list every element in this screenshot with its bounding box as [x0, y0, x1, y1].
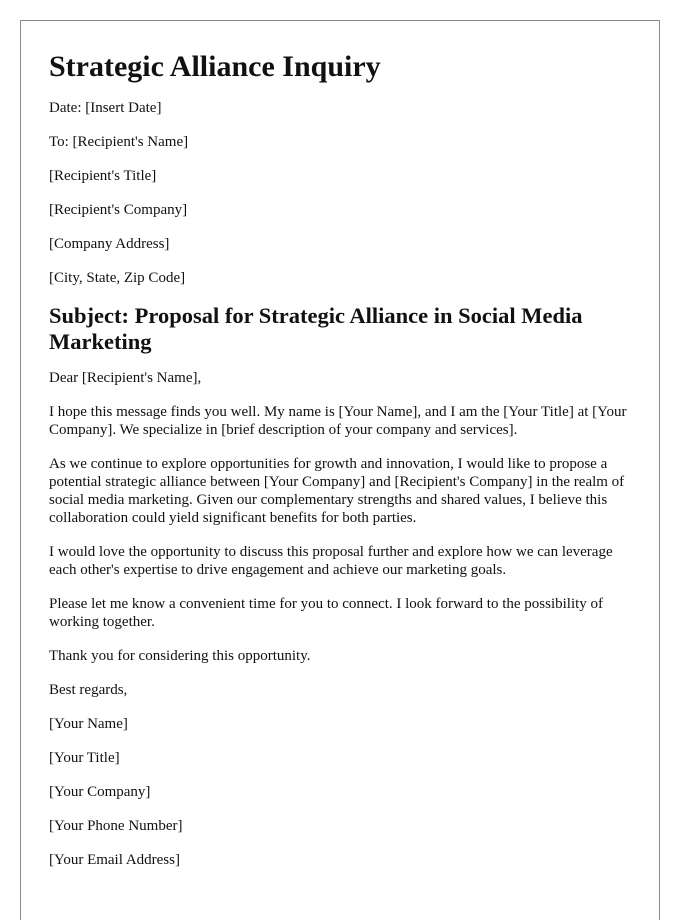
signature-title: [Your Title]: [49, 750, 120, 766]
letter-subject: Subject: Proposal for Strategic Alliance in Social Media Marketing: [49, 303, 583, 354]
body-paragraph: I would love the opportunity to discuss this proposal further and explore how we can leverage each other's expertise to drive engagement and achieve our marketing goals.: [49, 544, 613, 578]
body-paragraph: I hope this message finds you well. My name is [Your Name], and I am the [Your Title] at [Your Company]. We specialize in [brief description of your company and services].: [49, 404, 627, 438]
signature-email: [Your Email Address]: [49, 852, 180, 868]
body-paragraph: Please let me know a convenient time for you to connect. I look forward to the possibility of working together.: [49, 596, 604, 630]
recipient-title-line: [Recipient's Title]: [49, 168, 157, 184]
recipient-name-line: To: [Recipient's Name]: [49, 134, 189, 150]
signature-phone: [Your Phone Number]: [49, 818, 183, 834]
date-line: Date: [Insert Date]: [49, 100, 162, 116]
recipient-company-line: [Recipient's Company]: [49, 202, 188, 218]
body-paragraph: As we continue to explore opportunities for growth and innovation, I would like to propose a potential strategic alliance between [Your Company] and [Recipient's Company] in the realm of social media marketing. Given our complementary strengths and shared values, I believe this collaboration could yield significant benefits for both parties.: [49, 456, 625, 526]
letter-page: [20, 20, 660, 920]
city-state-zip-line: [City, State, Zip Code]: [49, 270, 186, 286]
signature-company: [Your Company]: [49, 784, 151, 800]
company-address-line: [Company Address]: [49, 236, 170, 252]
letter-header: [49, 99, 631, 287]
closing: Best regards,: [49, 682, 128, 698]
signature-name: [Your Name]: [49, 716, 128, 732]
salutation: Dear [Recipient's Name],: [49, 370, 202, 386]
body-paragraph: Thank you for considering this opportunity.: [49, 648, 311, 664]
letter-body: [49, 403, 631, 665]
letter-title: Strategic Alliance Inquiry: [49, 50, 381, 83]
signature-block: [49, 715, 631, 869]
